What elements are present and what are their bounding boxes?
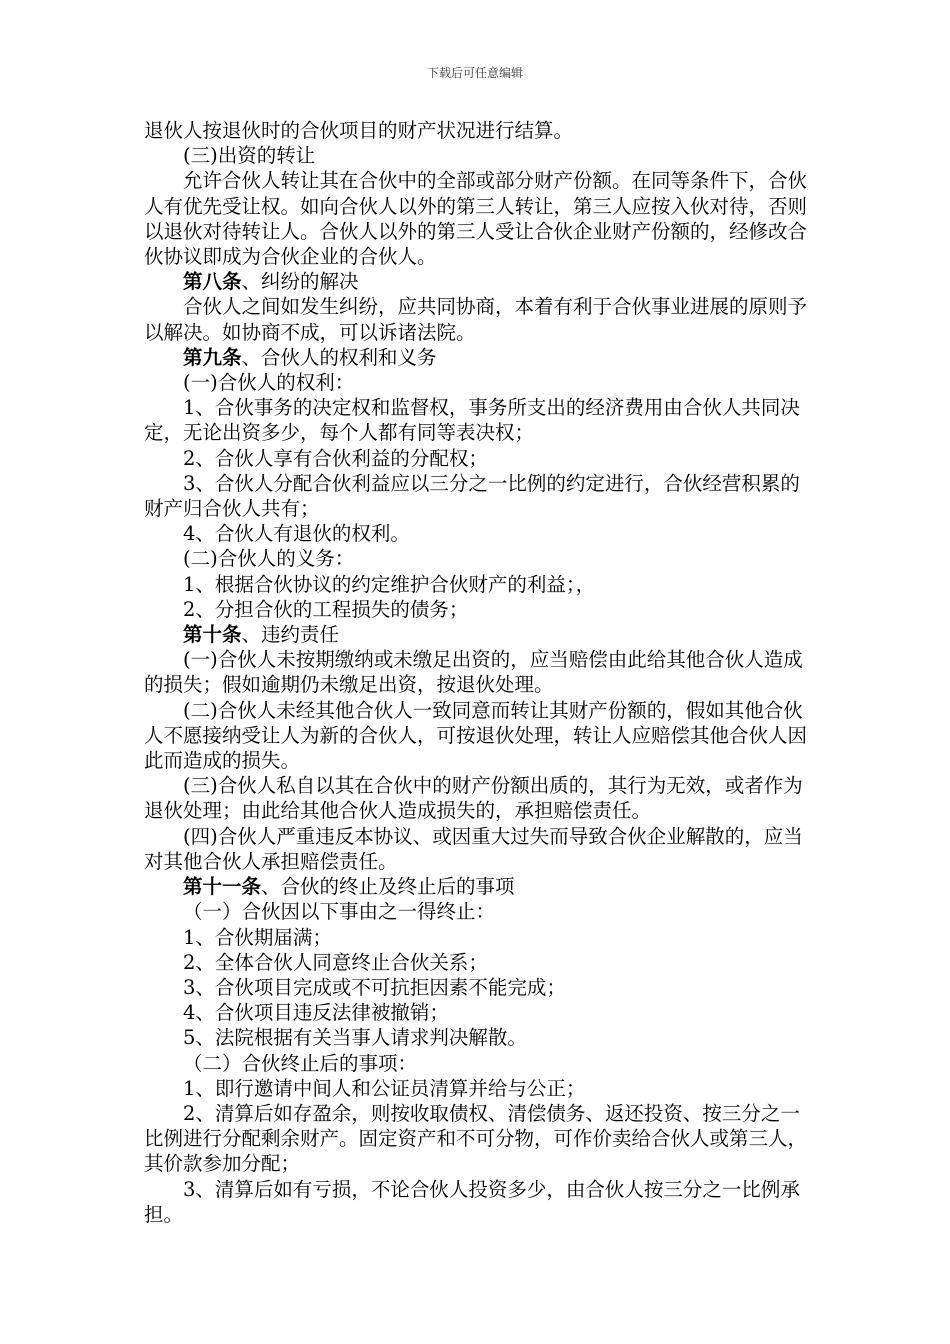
- paragraph-text: 5、法院根据有关当事人请求判决解散。: [183, 1026, 527, 1050]
- paragraph: [144, 471, 814, 521]
- paragraph-text: (二)合伙人的义务：: [183, 547, 355, 571]
- paragraph-text: 允许合伙人转让其在合伙中的全部或部分财产份额。在同等条件下，合伙人有优先受让权。如向合伙人以外的第三人转让，第三人应按入伙对待，否则以退伙对待转让人。合伙人以外的第三人受让合伙企业财产份额的，经修改合伙协议即成为合伙企业的合伙人。: [144, 169, 808, 269]
- paragraph-text: (一)合伙人的权利：: [183, 371, 355, 395]
- paragraph-text: 4、合伙人有退伙的权利。: [183, 522, 410, 546]
- article-number: 第八条: [183, 270, 242, 294]
- paragraph-text: 、合伙人的权利和义务: [241, 345, 437, 369]
- paragraph-text: 、合伙的终止及终止后的事项: [261, 875, 515, 899]
- page-header: 下载后可任意编辑: [426, 66, 523, 80]
- paragraph-text: 2、分担合伙的工程损失的债务；: [183, 597, 469, 621]
- paragraph-text: 2、清算后如存盈余，则按收取债权、清偿债务、返还投资、按三分之一比例进行分配剩余财产。固定资产和不可分物，可作价卖给合伙人或第三人，其价款参加分配；: [144, 1101, 808, 1176]
- paragraph-text: （一）合伙因以下事由之一得终止：: [183, 900, 496, 924]
- paragraph: [144, 824, 814, 874]
- paragraph: [144, 521, 814, 546]
- article-number: 第十一条: [183, 875, 262, 899]
- paragraph: [144, 1177, 814, 1227]
- paragraph-text: 退伙人按退伙时的合伙项目的财产状况进行结算。: [144, 119, 574, 142]
- paragraph-text: 、违约责任: [241, 623, 340, 647]
- section-heading: [144, 622, 814, 647]
- article-number: 第十条: [183, 623, 242, 647]
- paragraph: [144, 647, 814, 697]
- article-number: 第九条: [183, 345, 242, 369]
- section-heading: [144, 269, 814, 294]
- paragraph-text: 2、合伙人享有合伙利益的分配权；: [183, 446, 488, 470]
- paragraph-text: 3、合伙项目完成或不可抗拒因素不能完成；: [183, 975, 566, 999]
- paragraph: [144, 143, 814, 168]
- paragraph: [144, 546, 814, 571]
- paragraph-text: (二)合伙人未经其他合伙人一致同意而转让其财产份额的，假如其他合伙人不愿接纳受让人为新的合伙人，可按退伙处理，转让人应赔偿其他合伙人因此而造成的损失。: [144, 698, 808, 773]
- paragraph-text: 、纠纷的解决: [241, 270, 359, 294]
- paragraph: [144, 1051, 814, 1076]
- section-heading: [144, 345, 814, 370]
- paragraph: [144, 395, 814, 445]
- paragraph: [144, 168, 814, 269]
- paragraph: [144, 597, 814, 622]
- paragraph: [144, 446, 814, 471]
- paragraph: [144, 1101, 814, 1177]
- paragraph-text: 合伙人之间如发生纠纷，应共同协商，本着有利于合伙事业进展的原则予以解决。如协商不成，可以诉诸法院。: [144, 295, 808, 344]
- paragraph: [144, 975, 814, 1000]
- paragraph-text: (一)合伙人未按期缴纳或未缴足出资的，应当赔偿由此给其他合伙人造成的损失；假如逾期仍未缴足出资，按退伙处理。: [144, 648, 803, 697]
- paragraph: [144, 1076, 814, 1101]
- paragraph-text: （二）合伙终止后的事项：: [183, 1051, 418, 1075]
- paragraph-text: (四)合伙人严重违反本协议、或因重大过失而导致合伙企业解散的，应当对其他合伙人承担赔偿责任。: [144, 824, 803, 873]
- paragraph: [144, 118, 814, 143]
- paragraph: [144, 773, 814, 823]
- paragraph: [144, 370, 814, 395]
- paragraph-text: 1、合伙期届满；: [183, 925, 332, 949]
- paragraph: [144, 925, 814, 950]
- paragraph: [144, 294, 814, 344]
- paragraph: [144, 950, 814, 975]
- section-heading: [144, 874, 814, 899]
- paragraph-text: 4、合伙项目违反法律被撤销；: [183, 1001, 449, 1025]
- paragraph-text: 1、合伙事务的决定权和监督权，事务所支出的经济费用由合伙人共同决定，无论出资多少，每个人都有同等表决权；: [144, 396, 800, 445]
- paragraph: [144, 1025, 814, 1050]
- paragraph-text: 2、全体合伙人同意终止合伙关系；: [183, 950, 488, 974]
- paragraph-text: 1、即行邀请中间人和公证员清算并给与公正；: [183, 1076, 586, 1100]
- paragraph-text: 3、清算后如有亏损，不论合伙人投资多少，由合伙人按三分之一比例承担。: [144, 1177, 800, 1226]
- paragraph-text: (三)出资的转让: [183, 144, 316, 168]
- paragraph: [144, 698, 814, 774]
- paragraph-text: 1、根据合伙协议的约定维护合伙财产的利益；，: [183, 572, 596, 596]
- paragraph: [144, 899, 814, 924]
- paragraph: [144, 1000, 814, 1025]
- paragraph-text: 3、合伙人分配合伙利益应以三分之一比例的约定进行，合伙经营积累的财产归合伙人共有；: [144, 471, 800, 521]
- document-body: [144, 118, 814, 1227]
- paragraph: [144, 572, 814, 597]
- paragraph-text: (三)合伙人私自以其在合伙中的财产份额出质的，其行为无效，或者作为退伙处理；由此给其他合伙人造成损失的，承担赔偿责任。: [144, 774, 803, 823]
